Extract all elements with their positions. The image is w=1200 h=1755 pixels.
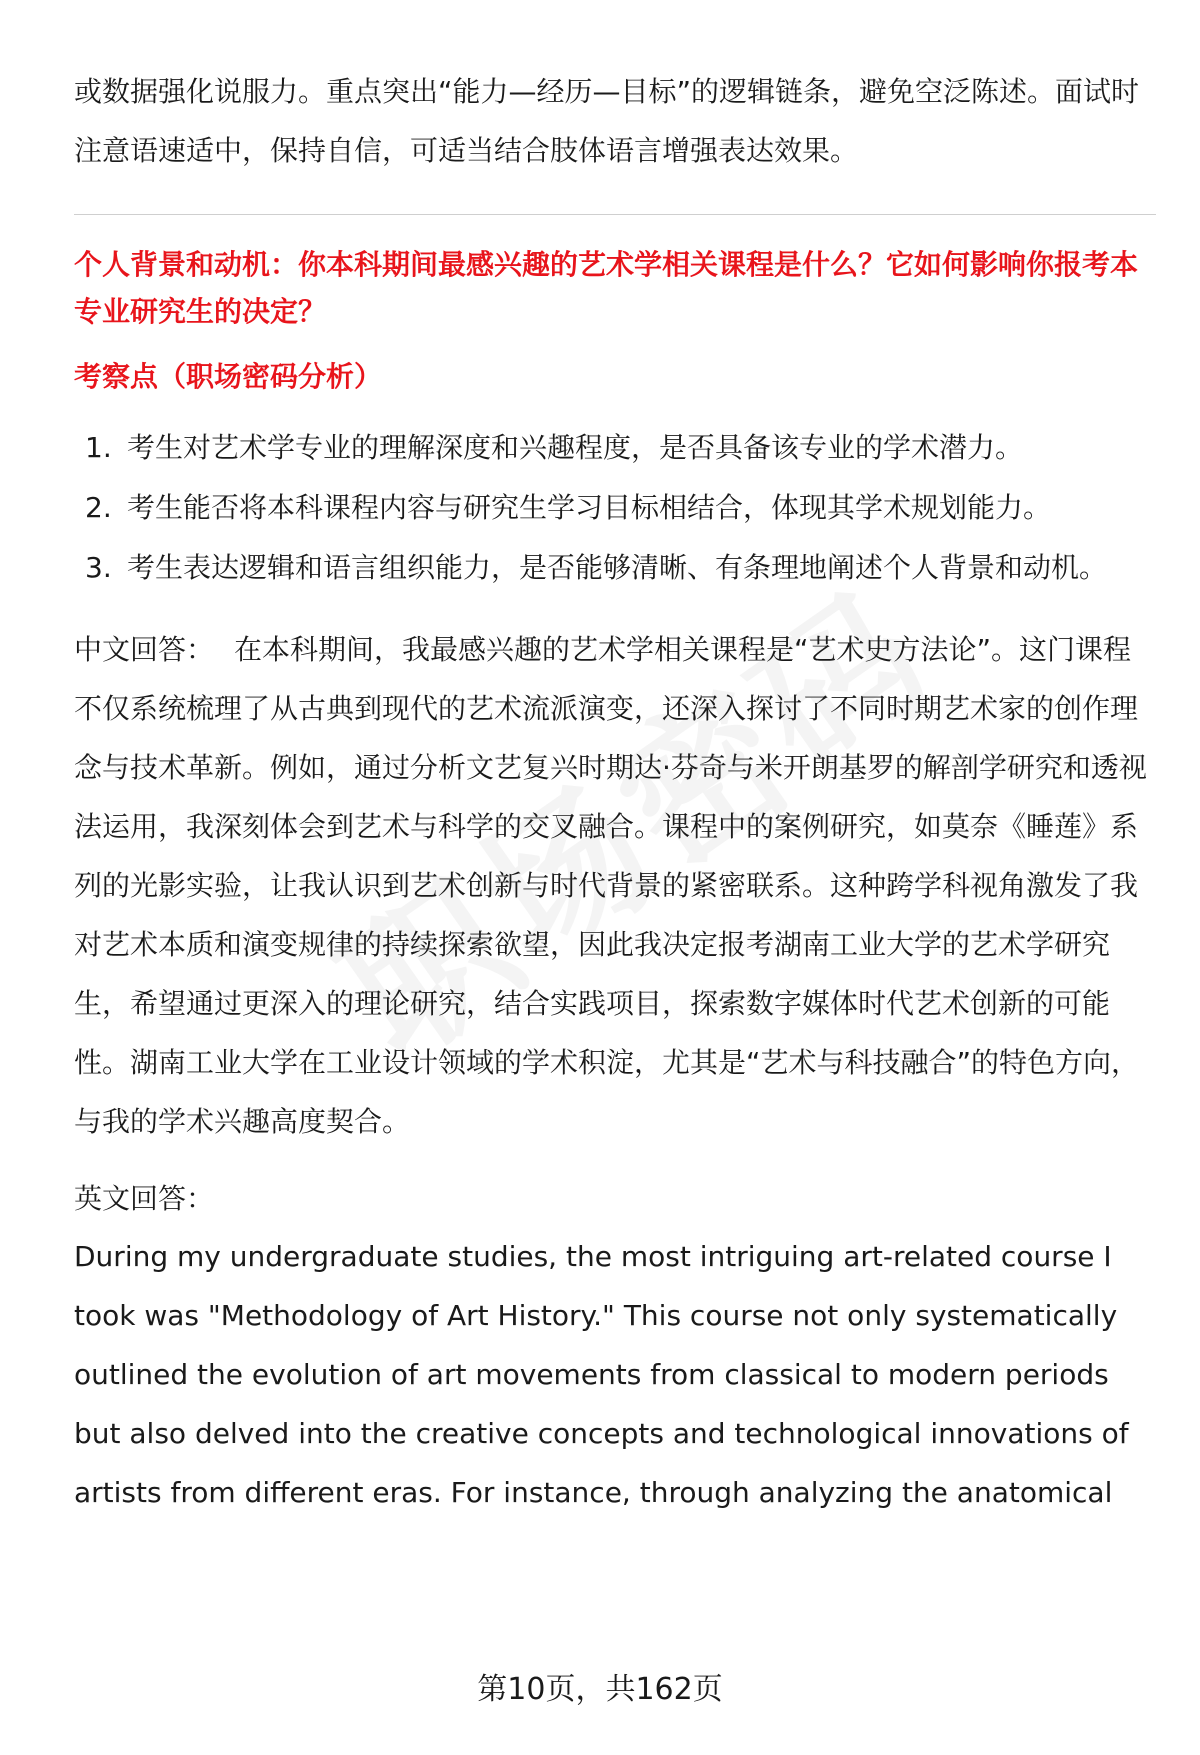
list-item [74, 418, 1156, 478]
chinese-answer-label: 中文回答： [74, 633, 215, 666]
list-item-text: 考生表达逻辑和语言组织能力，是否能够清晰、有条理地阐述个人背景和动机。 [127, 551, 1108, 584]
list-item-text: 考生能否将本科课程内容与研究生学习目标相结合，体现其学术规划能力。 [127, 491, 1052, 524]
list-item [74, 538, 1156, 598]
chinese-answer-text: 在本科期间，我最感兴趣的艺术学相关课程是“艺术史方法论”。这门课程不仅系统梳理了从古典到现代的艺术流派演变，还深入探讨了不同时期艺术家的创作理念与技术革新。例如，通过分析文艺复兴时期达·芬奇与米开朗基罗的解剖学研究和透视法运用，我深刻体会到艺术与科学的交叉融合。课程中的案例研究，如莫奈《睡莲》系列的光影实验，让我认识到艺术创新与时代背景的紧密联系。这种跨学科视角激发了我对艺术本质和演变规律的持续探索欲望，因此我决定报考湖南工业大学的艺术学研究生，希望通过更深入的理论研究，结合实践项目，探索数字媒体时代艺术创新的可能性。湖南工业大学在工业设计领域的学术积淀，尤其是“艺术与科技融合”的特色方向，与我的学术兴趣高度契合。 [74, 633, 1147, 1138]
page-number-footer: 第10页，共162页 [477, 1672, 723, 1707]
assessment-points-list [74, 418, 1156, 598]
english-answer-label: 英文回答： [74, 1182, 215, 1215]
chinese-answer [74, 620, 1156, 1151]
document-page [74, 62, 1156, 1522]
section-divider [74, 214, 1156, 215]
list-item-text: 考生对艺术学专业的理解深度和兴趣程度，是否具备该专业的学术潜力。 [127, 431, 1024, 464]
english-answer-text: During my undergraduate studies, the most intriguing art-related course I took was "Methodology of Art History." This course not only systematically outlined the evolution of art movements from classical to modern periods but also delved into the creative concepts and technological innovations of artists from different eras. For instance, through analyzing the anatomical [74, 1240, 1129, 1509]
list-item [74, 478, 1156, 538]
list-item-number: 3. [85, 551, 112, 584]
analysis-section-title: 考察点（职场密码分析） [74, 360, 383, 393]
list-item-number: 2. [85, 491, 112, 524]
intro-paragraph: 或数据强化说服力。重点突出“能力—经历—目标”的逻辑链条，避免空泛陈述。面试时注意语速适中，保持自信，可适当结合肢体语言增强表达效果。 [74, 75, 1140, 167]
question-heading: 个人背景和动机：你本科期间最感兴趣的艺术学相关课程是什么？它如何影响你报考本专业研究生的决定？ [74, 248, 1139, 328]
list-item-number: 1. [85, 431, 112, 464]
